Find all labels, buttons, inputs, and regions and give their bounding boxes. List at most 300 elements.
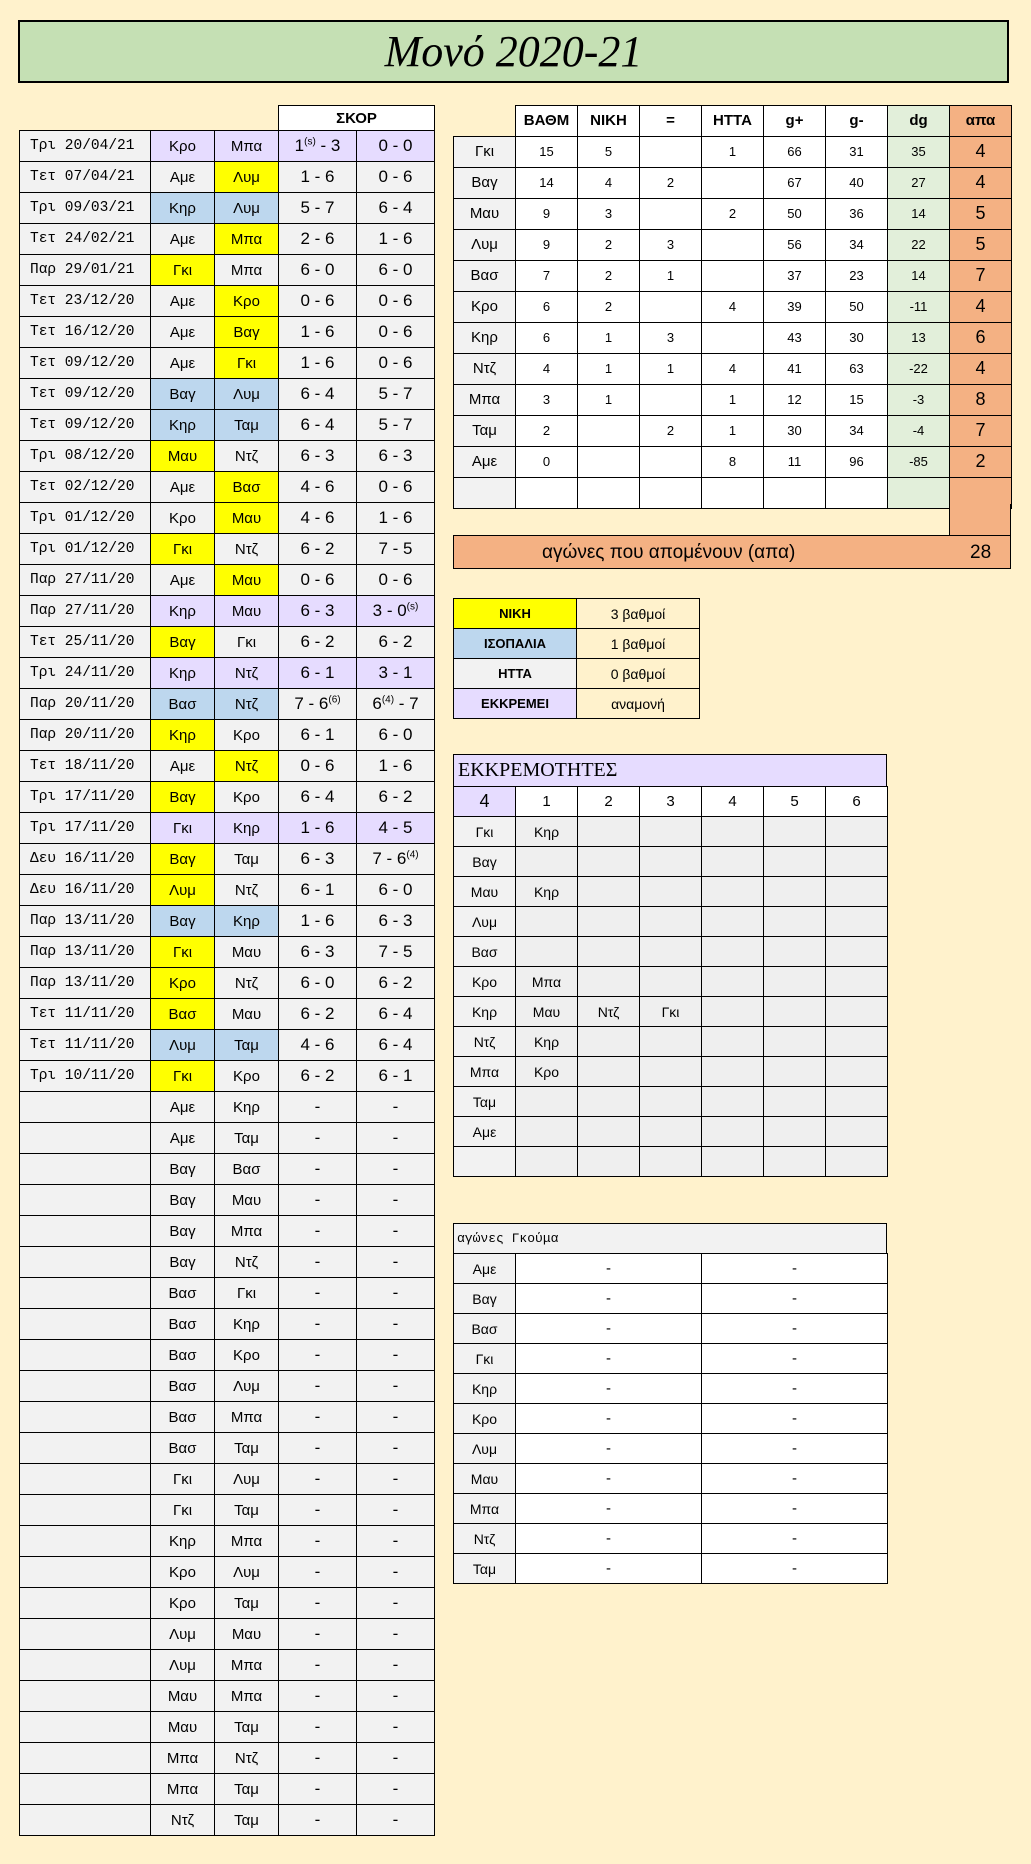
set1-score bbox=[279, 162, 357, 193]
pending-cell: Κηρ bbox=[516, 1027, 578, 1057]
standings-cell: 15 bbox=[826, 384, 888, 415]
standings-cell: 1 bbox=[640, 260, 702, 291]
set1-score bbox=[279, 348, 357, 379]
team-name: Βασ bbox=[454, 1314, 516, 1344]
upcoming-row bbox=[20, 1216, 435, 1247]
home-team: Βαγ bbox=[151, 906, 215, 937]
home-team: Γκι bbox=[151, 1464, 215, 1495]
standings-cell: 40 bbox=[826, 167, 888, 198]
home-team: Κηρ bbox=[151, 1526, 215, 1557]
upcoming-row bbox=[20, 1247, 435, 1278]
match-row bbox=[20, 565, 435, 596]
standings-cell bbox=[516, 477, 578, 508]
tiebreak-note: (6) bbox=[328, 694, 341, 706]
home-team: Αμε bbox=[151, 317, 215, 348]
away-team: Κρο bbox=[215, 782, 279, 813]
standings-cell: 37 bbox=[764, 260, 826, 291]
set1-value: 6 - 4 bbox=[300, 384, 335, 403]
set1-value: 6 - 4 bbox=[300, 415, 335, 434]
pending-cell bbox=[516, 937, 578, 967]
standings-cell bbox=[888, 477, 950, 508]
team-name: Ντζ bbox=[454, 1524, 516, 1554]
standings-cell: 8 bbox=[702, 446, 764, 477]
set2-score: - bbox=[357, 1588, 435, 1619]
group-score: - bbox=[702, 1554, 888, 1584]
legend-value: 0 βαθμοί bbox=[577, 659, 700, 689]
standings-header: ΝΙΚΗ bbox=[578, 106, 640, 137]
legend-value: αναμονή bbox=[577, 689, 700, 719]
standings-cell: 4 bbox=[516, 353, 578, 384]
set1-score: - bbox=[279, 1309, 357, 1340]
pending-col-header: 1 bbox=[516, 787, 578, 817]
set1-value: 0 - 6 bbox=[300, 291, 335, 310]
set2-score bbox=[357, 1030, 435, 1061]
match-row bbox=[20, 410, 435, 441]
team-name: Βασ bbox=[454, 260, 516, 291]
match-date bbox=[20, 1743, 151, 1774]
match-row bbox=[20, 720, 435, 751]
standings-cell: 2 bbox=[702, 198, 764, 229]
set2-score bbox=[357, 875, 435, 906]
group-score: - bbox=[702, 1524, 888, 1554]
standings-cell: 41 bbox=[764, 353, 826, 384]
match-date bbox=[20, 1712, 151, 1743]
set2-score: - bbox=[357, 1526, 435, 1557]
pending-cell bbox=[578, 817, 640, 847]
away-team: Ταμ bbox=[215, 1030, 279, 1061]
set1-score: - bbox=[279, 1154, 357, 1185]
set1-score bbox=[279, 286, 357, 317]
set2-score: - bbox=[357, 1495, 435, 1526]
set2-value: 0 - 6 bbox=[378, 291, 413, 310]
legend-row bbox=[454, 659, 700, 689]
standings-cell: 7 bbox=[950, 260, 1012, 291]
pending-cell bbox=[826, 847, 888, 877]
set1-score: - bbox=[279, 1216, 357, 1247]
set2-score bbox=[357, 503, 435, 534]
away-team: Λυμ bbox=[215, 162, 279, 193]
match-date: Παρ 20/11/20 bbox=[20, 720, 151, 751]
set1-value: 6 - 0 bbox=[300, 260, 335, 279]
pending-cell bbox=[516, 1147, 578, 1177]
set2-score bbox=[357, 193, 435, 224]
pending-table bbox=[453, 786, 888, 1177]
pending-cell bbox=[578, 1027, 640, 1057]
set2-score: - bbox=[357, 1309, 435, 1340]
standings-cell: -22 bbox=[888, 353, 950, 384]
pending-cell bbox=[764, 967, 826, 997]
tiebreak-note: (4) bbox=[406, 849, 419, 861]
set2-score bbox=[357, 379, 435, 410]
group-score: - bbox=[702, 1494, 888, 1524]
pending-cell bbox=[764, 1147, 826, 1177]
pending-cell bbox=[764, 997, 826, 1027]
away-team: Ντζ bbox=[215, 441, 279, 472]
home-team: Βαγ bbox=[151, 1185, 215, 1216]
match-date: Παρ 13/11/20 bbox=[20, 906, 151, 937]
upcoming-row bbox=[20, 1743, 435, 1774]
pending-row bbox=[454, 1027, 888, 1057]
standings-cell: 2 bbox=[578, 260, 640, 291]
set2-value: 6 - 0 bbox=[378, 260, 413, 279]
team-name bbox=[454, 1147, 516, 1177]
pending-cell: Ντζ bbox=[578, 997, 640, 1027]
set2-score bbox=[357, 627, 435, 658]
group-row bbox=[454, 1374, 888, 1404]
set2-score bbox=[357, 813, 435, 844]
team-name: Γκι bbox=[454, 817, 516, 847]
set1-score: - bbox=[279, 1619, 357, 1650]
standings-cell: 4 bbox=[702, 353, 764, 384]
standings-row bbox=[454, 353, 1012, 384]
match-date: Παρ 20/11/20 bbox=[20, 689, 151, 720]
match-date bbox=[20, 1588, 151, 1619]
set1-score bbox=[279, 224, 357, 255]
away-team: Κρο bbox=[215, 1340, 279, 1371]
standings-row bbox=[454, 446, 1012, 477]
set1-score bbox=[279, 751, 357, 782]
team-name: Γκι bbox=[454, 136, 516, 167]
standings-cell bbox=[578, 446, 640, 477]
set1-score bbox=[279, 131, 357, 162]
set1-score bbox=[279, 503, 357, 534]
set2-score bbox=[357, 968, 435, 999]
team-name: Μπα bbox=[454, 1057, 516, 1087]
set1-value: 2 - 6 bbox=[300, 229, 335, 248]
match-date: Παρ 27/11/20 bbox=[20, 596, 151, 627]
standings-cell: 6 bbox=[516, 291, 578, 322]
standings-row bbox=[454, 136, 1012, 167]
match-date bbox=[20, 1464, 151, 1495]
set2-value: 1 - 6 bbox=[378, 508, 413, 527]
tiebreak-note: (4) bbox=[381, 694, 395, 706]
match-date bbox=[20, 1681, 151, 1712]
match-date bbox=[20, 1402, 151, 1433]
home-team: Κρο bbox=[151, 1557, 215, 1588]
home-team: Βασ bbox=[151, 999, 215, 1030]
match-row bbox=[20, 503, 435, 534]
standings-cell: 27 bbox=[888, 167, 950, 198]
pending-cell bbox=[640, 967, 702, 997]
standings-cell: 63 bbox=[826, 353, 888, 384]
away-team: Μπα bbox=[215, 1216, 279, 1247]
pending-cell bbox=[578, 1087, 640, 1117]
standings-cell: 96 bbox=[826, 446, 888, 477]
upcoming-row bbox=[20, 1526, 435, 1557]
set1-value: 1 - 6 bbox=[300, 322, 335, 341]
team-name: Λυμ bbox=[454, 229, 516, 260]
set2-score: - bbox=[357, 1712, 435, 1743]
home-team: Κηρ bbox=[151, 410, 215, 441]
standings-table bbox=[453, 105, 1012, 509]
set2-value: 6 - 1 bbox=[378, 1066, 413, 1085]
set1-value: 4 - 6 bbox=[300, 477, 335, 496]
pending-cell bbox=[702, 997, 764, 1027]
match-row bbox=[20, 348, 435, 379]
set1-score: - bbox=[279, 1774, 357, 1805]
set2-score: - bbox=[357, 1681, 435, 1712]
away-team: Ταμ bbox=[215, 1123, 279, 1154]
away-team: Ταμ bbox=[215, 1712, 279, 1743]
standings-cell: 67 bbox=[764, 167, 826, 198]
pending-count: 4 bbox=[454, 787, 516, 817]
home-team: Αμε bbox=[151, 224, 215, 255]
match-date: Τρι 17/11/20 bbox=[20, 813, 151, 844]
pending-cell bbox=[702, 937, 764, 967]
pending-row bbox=[454, 997, 888, 1027]
pending-cell bbox=[578, 1057, 640, 1087]
group-row bbox=[454, 1524, 888, 1554]
away-team: Ταμ bbox=[215, 844, 279, 875]
set2-value: 3 - 0 bbox=[372, 601, 407, 620]
standings-cell: 1 bbox=[640, 353, 702, 384]
set1-score bbox=[279, 317, 357, 348]
set1-score bbox=[279, 596, 357, 627]
set2-score bbox=[357, 441, 435, 472]
group-score: - bbox=[702, 1464, 888, 1494]
home-team: Βασ bbox=[151, 1371, 215, 1402]
set2-score: - bbox=[357, 1805, 435, 1836]
group-score: - bbox=[516, 1374, 702, 1404]
set1-score bbox=[279, 379, 357, 410]
legend-row bbox=[454, 689, 700, 719]
set1-value: 6 - 2 bbox=[300, 1004, 335, 1023]
pending-cell bbox=[640, 817, 702, 847]
set2-score bbox=[357, 658, 435, 689]
pending-row bbox=[454, 877, 888, 907]
group-score: - bbox=[516, 1404, 702, 1434]
legend-key: ΕΚΚΡΕΜΕΙ bbox=[454, 689, 577, 719]
set2-score bbox=[357, 131, 435, 162]
home-team: Γκι bbox=[151, 813, 215, 844]
pending-cell bbox=[764, 907, 826, 937]
standings-cell: 35 bbox=[888, 136, 950, 167]
set1-score: - bbox=[279, 1092, 357, 1123]
set2-score: - bbox=[357, 1774, 435, 1805]
set2-score bbox=[357, 689, 435, 720]
legend-key: ΗΤΤΑ bbox=[454, 659, 577, 689]
match-row bbox=[20, 379, 435, 410]
set1-score: - bbox=[279, 1495, 357, 1526]
set1-value: 6 - 4 bbox=[300, 787, 335, 806]
standings-cell: 3 bbox=[640, 229, 702, 260]
standings-cell bbox=[640, 198, 702, 229]
standings-cell: 4 bbox=[702, 291, 764, 322]
pending-cell bbox=[640, 1027, 702, 1057]
set2-value: 7 - 6 bbox=[372, 849, 407, 868]
standings-cell: 6 bbox=[516, 322, 578, 353]
home-team: Λυμ bbox=[151, 1030, 215, 1061]
home-team: Αμε bbox=[151, 751, 215, 782]
set2-value: 7 - 5 bbox=[378, 942, 413, 961]
away-team: Κηρ bbox=[215, 1092, 279, 1123]
pending-cell: Κρο bbox=[516, 1057, 578, 1087]
away-team: Μπα bbox=[215, 1681, 279, 1712]
upcoming-row bbox=[20, 1092, 435, 1123]
set1-score: - bbox=[279, 1185, 357, 1216]
team-name: Βαγ bbox=[454, 847, 516, 877]
home-team: Κηρ bbox=[151, 658, 215, 689]
pending-row bbox=[454, 937, 888, 967]
home-team: Μαυ bbox=[151, 1712, 215, 1743]
match-date: Δευ 16/11/20 bbox=[20, 844, 151, 875]
pending-cell: Μαυ bbox=[516, 997, 578, 1027]
team-name: Ταμ bbox=[454, 1554, 516, 1584]
legend-value: 3 βαθμοί bbox=[577, 599, 700, 629]
pending-cell bbox=[702, 1087, 764, 1117]
pending-cell bbox=[826, 967, 888, 997]
away-team: Βασ bbox=[215, 472, 279, 503]
standings-cell: -3 bbox=[888, 384, 950, 415]
set2-value: 5 - 7 bbox=[378, 384, 413, 403]
standings-cell bbox=[702, 477, 764, 508]
standings-cell: 2 bbox=[516, 415, 578, 446]
standings-cell: 8 bbox=[950, 384, 1012, 415]
match-date: Τετ 23/12/20 bbox=[20, 286, 151, 317]
upcoming-row bbox=[20, 1433, 435, 1464]
group-row bbox=[454, 1284, 888, 1314]
set2-value: 5 - 7 bbox=[378, 415, 413, 434]
standings-cell bbox=[640, 446, 702, 477]
set2-score bbox=[357, 224, 435, 255]
standings-cell: 6 bbox=[950, 322, 1012, 353]
standings-cell: 12 bbox=[764, 384, 826, 415]
team-name: Ντζ bbox=[454, 353, 516, 384]
set1-score bbox=[279, 410, 357, 441]
pending-cell bbox=[578, 847, 640, 877]
pending-cell bbox=[702, 847, 764, 877]
set1-score: - bbox=[279, 1805, 357, 1836]
legend-value: 1 βαθμοί bbox=[577, 629, 700, 659]
match-date bbox=[20, 1123, 151, 1154]
match-row bbox=[20, 658, 435, 689]
home-team: Κηρ bbox=[151, 720, 215, 751]
score-header: ΣΚΟΡ bbox=[279, 106, 435, 131]
blank-header bbox=[20, 106, 151, 131]
group-score: - bbox=[702, 1404, 888, 1434]
group-row bbox=[454, 1554, 888, 1584]
pending-cell bbox=[516, 907, 578, 937]
team-name: Ντζ bbox=[454, 1027, 516, 1057]
legend-table bbox=[453, 598, 700, 719]
standings-cell bbox=[702, 322, 764, 353]
blank-header bbox=[454, 106, 516, 137]
away-team: Μαυ bbox=[215, 503, 279, 534]
group-score: - bbox=[516, 1344, 702, 1374]
set1-score: - bbox=[279, 1712, 357, 1743]
set2-value: 4 - 5 bbox=[378, 818, 413, 837]
remaining-matches-bar bbox=[453, 535, 1011, 569]
pending-cell bbox=[826, 1087, 888, 1117]
set2-value: 1 - 6 bbox=[378, 756, 413, 775]
set1-score: - bbox=[279, 1278, 357, 1309]
away-team: Ταμ bbox=[215, 410, 279, 441]
set1-score: - bbox=[279, 1402, 357, 1433]
set2-value: 6 - 4 bbox=[378, 198, 413, 217]
group-score: - bbox=[516, 1284, 702, 1314]
match-date bbox=[20, 1247, 151, 1278]
upcoming-row bbox=[20, 1278, 435, 1309]
match-row bbox=[20, 627, 435, 658]
pending-col-header: 5 bbox=[764, 787, 826, 817]
set1-value: 6 - 1 bbox=[300, 663, 335, 682]
upcoming-row bbox=[20, 1650, 435, 1681]
set1-score bbox=[279, 255, 357, 286]
set1-score bbox=[279, 658, 357, 689]
away-team: Γκι bbox=[215, 348, 279, 379]
set1-score bbox=[279, 441, 357, 472]
set2-score bbox=[357, 1061, 435, 1092]
set2-score: - bbox=[357, 1340, 435, 1371]
legend-row bbox=[454, 599, 700, 629]
home-team: Γκι bbox=[151, 534, 215, 565]
standings-cell: 2 bbox=[640, 415, 702, 446]
match-date bbox=[20, 1340, 151, 1371]
match-row bbox=[20, 534, 435, 565]
set2-value: 0 - 6 bbox=[378, 167, 413, 186]
set2-score: - bbox=[357, 1154, 435, 1185]
away-team: Λυμ bbox=[215, 1557, 279, 1588]
team-name: Κρο bbox=[454, 291, 516, 322]
home-team: Αμε bbox=[151, 565, 215, 596]
set1-value: 1 bbox=[294, 136, 305, 155]
set2-score: - bbox=[357, 1650, 435, 1681]
blank-header bbox=[215, 106, 279, 131]
away-team: Μαυ bbox=[215, 999, 279, 1030]
set2-value: 1 - 6 bbox=[378, 229, 413, 248]
away-team: Ταμ bbox=[215, 1495, 279, 1526]
standings-header: απα bbox=[950, 106, 1012, 137]
home-team: Γκι bbox=[151, 255, 215, 286]
standings-cell: 3 bbox=[640, 322, 702, 353]
standings-cell: 14 bbox=[888, 198, 950, 229]
match-row bbox=[20, 193, 435, 224]
match-date: Τετ 09/12/20 bbox=[20, 348, 151, 379]
standings-row bbox=[454, 322, 1012, 353]
pending-cell bbox=[702, 1057, 764, 1087]
home-team: Κρο bbox=[151, 1588, 215, 1619]
set2-score bbox=[357, 999, 435, 1030]
match-row bbox=[20, 255, 435, 286]
team-name: Κηρ bbox=[454, 1374, 516, 1404]
home-team: Κρο bbox=[151, 503, 215, 534]
away-team: Λυμ bbox=[215, 1371, 279, 1402]
standings-header: g- bbox=[826, 106, 888, 137]
match-row bbox=[20, 162, 435, 193]
standings-cell bbox=[640, 291, 702, 322]
away-team: Λυμ bbox=[215, 1464, 279, 1495]
legend-key: ΝΙΚΗ bbox=[454, 599, 577, 629]
legend-row bbox=[454, 629, 700, 659]
standings-cell bbox=[640, 136, 702, 167]
pending-cell bbox=[516, 1087, 578, 1117]
standings-cell: 50 bbox=[764, 198, 826, 229]
pending-cell bbox=[578, 877, 640, 907]
group-score: - bbox=[702, 1344, 888, 1374]
away-team: Μπα bbox=[215, 224, 279, 255]
standings-cell: 39 bbox=[764, 291, 826, 322]
home-team: Γκι bbox=[151, 937, 215, 968]
away-team: Ταμ bbox=[215, 1588, 279, 1619]
home-team: Λυμ bbox=[151, 1650, 215, 1681]
set1-value: 6 - 3 bbox=[300, 942, 335, 961]
set2-value: 0 - 6 bbox=[378, 477, 413, 496]
match-row bbox=[20, 999, 435, 1030]
set2-score bbox=[357, 565, 435, 596]
pending-cell bbox=[826, 1147, 888, 1177]
match-date bbox=[20, 1557, 151, 1588]
pending-cell bbox=[764, 877, 826, 907]
